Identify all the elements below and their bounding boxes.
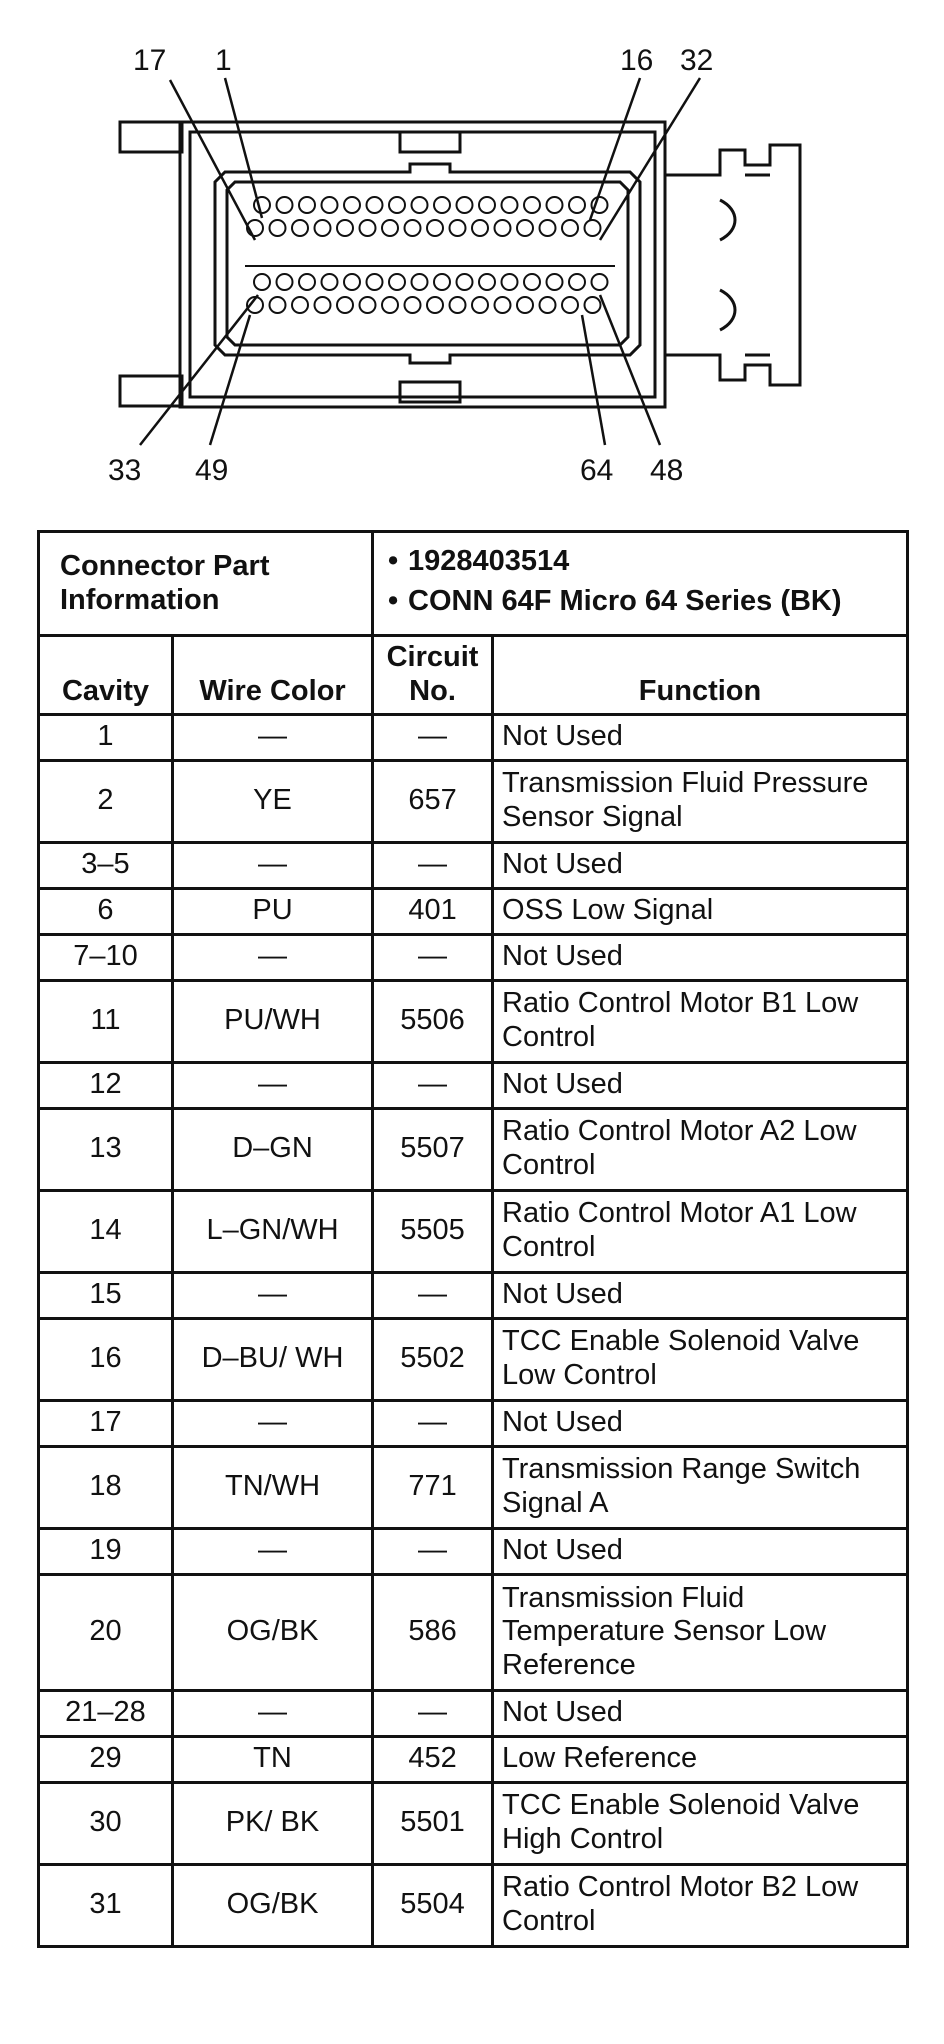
cavity-cell: 18 — [39, 1446, 173, 1528]
cavity-cell: 16 — [39, 1318, 173, 1400]
pin-cavity — [344, 274, 360, 290]
function-cell: Transmission Fluid Temperature Sensor Low Reference — [493, 1574, 908, 1690]
circuit-cell: — — [373, 842, 493, 888]
pin-cavity — [277, 274, 293, 290]
wire-color-cell: PK/ BK — [173, 1782, 373, 1864]
cavity-cell: 30 — [39, 1782, 173, 1864]
wire-color-cell: — — [173, 1062, 373, 1108]
pin-cavity — [592, 274, 608, 290]
cavity-cell: 6 — [39, 888, 173, 934]
pin-cavity — [389, 197, 405, 213]
circuit-cell: 452 — [373, 1736, 493, 1782]
pin-label-49: 49 — [195, 454, 229, 487]
function-cell: Not Used — [493, 1272, 908, 1318]
pin-cavity — [495, 297, 511, 313]
wire-color-cell: — — [173, 714, 373, 760]
pin-cavity — [479, 197, 495, 213]
function-cell: Not Used — [493, 714, 908, 760]
pin-cavity — [585, 297, 601, 313]
connector-info-row — [39, 532, 908, 636]
cavity-cell: 15 — [39, 1272, 173, 1318]
pin-cavity — [517, 297, 533, 313]
pin-cavity — [254, 274, 270, 290]
connector-diagram — [0, 0, 944, 490]
circuit-cell: — — [373, 934, 493, 980]
table-row — [39, 1400, 908, 1446]
pin-cavity — [562, 297, 578, 313]
table-row — [39, 934, 908, 980]
latch — [665, 145, 800, 385]
top-tab — [400, 132, 460, 152]
pin-cavity — [434, 274, 450, 290]
pin-cavity — [502, 197, 518, 213]
function-cell: OSS Low Signal — [493, 888, 908, 934]
pin-cavity — [389, 274, 405, 290]
pin-cavity — [337, 297, 353, 313]
pin-label-33: 33 — [108, 454, 142, 487]
header-function: Function — [493, 636, 908, 714]
table-row — [39, 1446, 908, 1528]
function-cell: TCC Enable Solenoid Valve Low Control — [493, 1318, 908, 1400]
pin-label-1: 1 — [215, 44, 232, 77]
pin-cavity — [547, 197, 563, 213]
wire-color-cell: — — [173, 1528, 373, 1574]
circuit-cell: — — [373, 1528, 493, 1574]
function-cell: Transmission Fluid Pressure Sensor Signal — [493, 760, 908, 842]
pin-cavity — [450, 220, 466, 236]
mating-face — [215, 164, 640, 363]
pin-cavity — [367, 197, 383, 213]
header-circuit: Circuit No. — [373, 636, 493, 714]
pin-cavity — [524, 274, 540, 290]
pin-cavity — [322, 197, 338, 213]
pin-label-32: 32 — [680, 44, 714, 77]
cavity-cell: 7–10 — [39, 934, 173, 980]
cavity-cell: 12 — [39, 1062, 173, 1108]
circuit-cell: 5501 — [373, 1782, 493, 1864]
circuit-cell: 5506 — [373, 980, 493, 1062]
pin-cavity — [569, 274, 585, 290]
function-cell: Ratio Control Motor B1 Low Control — [493, 980, 908, 1062]
wire-color-cell: — — [173, 934, 373, 980]
pin-label-16: 16 — [620, 44, 654, 77]
connector-part-label: Connector Part Information — [39, 532, 373, 636]
cavity-cell: 14 — [39, 1190, 173, 1272]
connector-pinout-table — [37, 530, 909, 1948]
wire-color-cell: TN/WH — [173, 1446, 373, 1528]
pin-label-64: 64 — [580, 454, 614, 487]
pin-cavity — [412, 274, 428, 290]
wire-color-cell: — — [173, 1400, 373, 1446]
pin-cavity — [405, 297, 421, 313]
circuit-cell: — — [373, 1062, 493, 1108]
connector-description: • CONN 64F Micro 64 Series (BK) — [386, 585, 894, 619]
pin-cavity — [292, 297, 308, 313]
pin-cavity — [367, 274, 383, 290]
header-cavity: Cavity — [39, 636, 173, 714]
circuit-cell: 657 — [373, 760, 493, 842]
function-cell: Ratio Control Motor A1 Low Control — [493, 1190, 908, 1272]
pin-cavity — [434, 197, 450, 213]
table-row — [39, 1272, 908, 1318]
pin-cavity — [412, 197, 428, 213]
table-row — [39, 842, 908, 888]
cavity-cell: 21–28 — [39, 1690, 173, 1736]
table-row — [39, 1318, 908, 1400]
function-cell: TCC Enable Solenoid Valve High Control — [493, 1782, 908, 1864]
wire-color-cell: D–GN — [173, 1108, 373, 1190]
circuit-cell: — — [373, 1272, 493, 1318]
table-row — [39, 1574, 908, 1690]
pin-cavity — [585, 220, 601, 236]
circuit-cell: 5504 — [373, 1864, 493, 1946]
pin-cavity — [517, 220, 533, 236]
wire-color-cell: OG/BK — [173, 1864, 373, 1946]
table-row — [39, 714, 908, 760]
table-row — [39, 1864, 908, 1946]
cavity-cell: 19 — [39, 1528, 173, 1574]
wire-color-cell: TN — [173, 1736, 373, 1782]
function-cell: Not Used — [493, 934, 908, 980]
function-cell: Not Used — [493, 1062, 908, 1108]
pin-cavity — [547, 274, 563, 290]
circuit-cell: 586 — [373, 1574, 493, 1690]
pin-cavity — [299, 274, 315, 290]
function-cell: Ratio Control Motor A2 Low Control — [493, 1108, 908, 1190]
part-number: • 1928403514 — [386, 545, 894, 579]
circuit-cell: 5505 — [373, 1190, 493, 1272]
circuit-cell: 5502 — [373, 1318, 493, 1400]
circuit-cell: — — [373, 714, 493, 760]
wire-color-cell: L–GN/WH — [173, 1190, 373, 1272]
table-row — [39, 1782, 908, 1864]
pin-cavity — [337, 220, 353, 236]
cavity-cell: 31 — [39, 1864, 173, 1946]
pin-cavity — [427, 297, 443, 313]
wire-color-cell: PU — [173, 888, 373, 934]
circuit-cell: 401 — [373, 888, 493, 934]
pin-cavity — [472, 220, 488, 236]
cavity-cell: 29 — [39, 1736, 173, 1782]
wire-color-cell: — — [173, 1690, 373, 1736]
pin-cavity — [292, 220, 308, 236]
function-cell: Not Used — [493, 842, 908, 888]
table-row — [39, 1690, 908, 1736]
pin-cavity — [382, 220, 398, 236]
pin-cavity — [524, 197, 540, 213]
pin-cavity — [569, 197, 585, 213]
pin-cavity — [450, 297, 466, 313]
function-cell: Not Used — [493, 1690, 908, 1736]
circuit-cell: — — [373, 1400, 493, 1446]
table-row — [39, 1062, 908, 1108]
pin-cavity — [540, 297, 556, 313]
table-row — [39, 1528, 908, 1574]
pin-cavity — [540, 220, 556, 236]
table-row — [39, 888, 908, 934]
pin-cavity — [382, 297, 398, 313]
pin-cavity — [270, 297, 286, 313]
header-row — [39, 636, 908, 714]
circuit-cell: 771 — [373, 1446, 493, 1528]
pin-cavity — [495, 220, 511, 236]
pin-cavity — [315, 220, 331, 236]
cavity-cell: 13 — [39, 1108, 173, 1190]
cavity-cell: 2 — [39, 760, 173, 842]
pin-label-48: 48 — [650, 454, 684, 487]
pin-cavities — [247, 197, 608, 313]
wire-color-cell: YE — [173, 760, 373, 842]
connector-part-info — [373, 532, 908, 636]
header-wire-color: Wire Color — [173, 636, 373, 714]
circuit-cell: 5507 — [373, 1108, 493, 1190]
function-cell: Ratio Control Motor B2 Low Control — [493, 1864, 908, 1946]
function-cell: Transmission Range Switch Signal A — [493, 1446, 908, 1528]
pin-cavity — [405, 220, 421, 236]
pin-cavity — [277, 197, 293, 213]
pin-cavity — [427, 220, 443, 236]
wire-color-cell: OG/BK — [173, 1574, 373, 1690]
wire-color-cell: — — [173, 1272, 373, 1318]
left-tab-top — [120, 122, 182, 152]
pin-cavity — [322, 274, 338, 290]
table-row — [39, 1108, 908, 1190]
circuit-cell: — — [373, 1690, 493, 1736]
function-cell: Low Reference — [493, 1736, 908, 1782]
table-row — [39, 1736, 908, 1782]
pin-cavity — [502, 274, 518, 290]
table-row — [39, 1190, 908, 1272]
pin-cavity — [360, 220, 376, 236]
table-row — [39, 980, 908, 1062]
pin-cavity — [457, 197, 473, 213]
pin-cavity — [360, 297, 376, 313]
pin-cavity — [299, 197, 315, 213]
pin-cavity — [472, 297, 488, 313]
cavity-cell: 3–5 — [39, 842, 173, 888]
function-cell: Not Used — [493, 1400, 908, 1446]
pin-cavity — [479, 274, 495, 290]
wire-color-cell: — — [173, 842, 373, 888]
wire-color-cell: PU/WH — [173, 980, 373, 1062]
pin-cavity — [457, 274, 473, 290]
bottom-tab — [400, 382, 460, 402]
cavity-cell: 20 — [39, 1574, 173, 1690]
pin-cavity — [270, 220, 286, 236]
wire-color-cell: D–BU/ WH — [173, 1318, 373, 1400]
cavity-cell: 17 — [39, 1400, 173, 1446]
function-cell: Not Used — [493, 1528, 908, 1574]
cavity-cell: 11 — [39, 980, 173, 1062]
pin-cavity — [315, 297, 331, 313]
pin-cavity — [562, 220, 578, 236]
table-row — [39, 760, 908, 842]
pin-label-17: 17 — [133, 44, 167, 77]
cavity-cell: 1 — [39, 714, 173, 760]
pin-cavity — [344, 197, 360, 213]
